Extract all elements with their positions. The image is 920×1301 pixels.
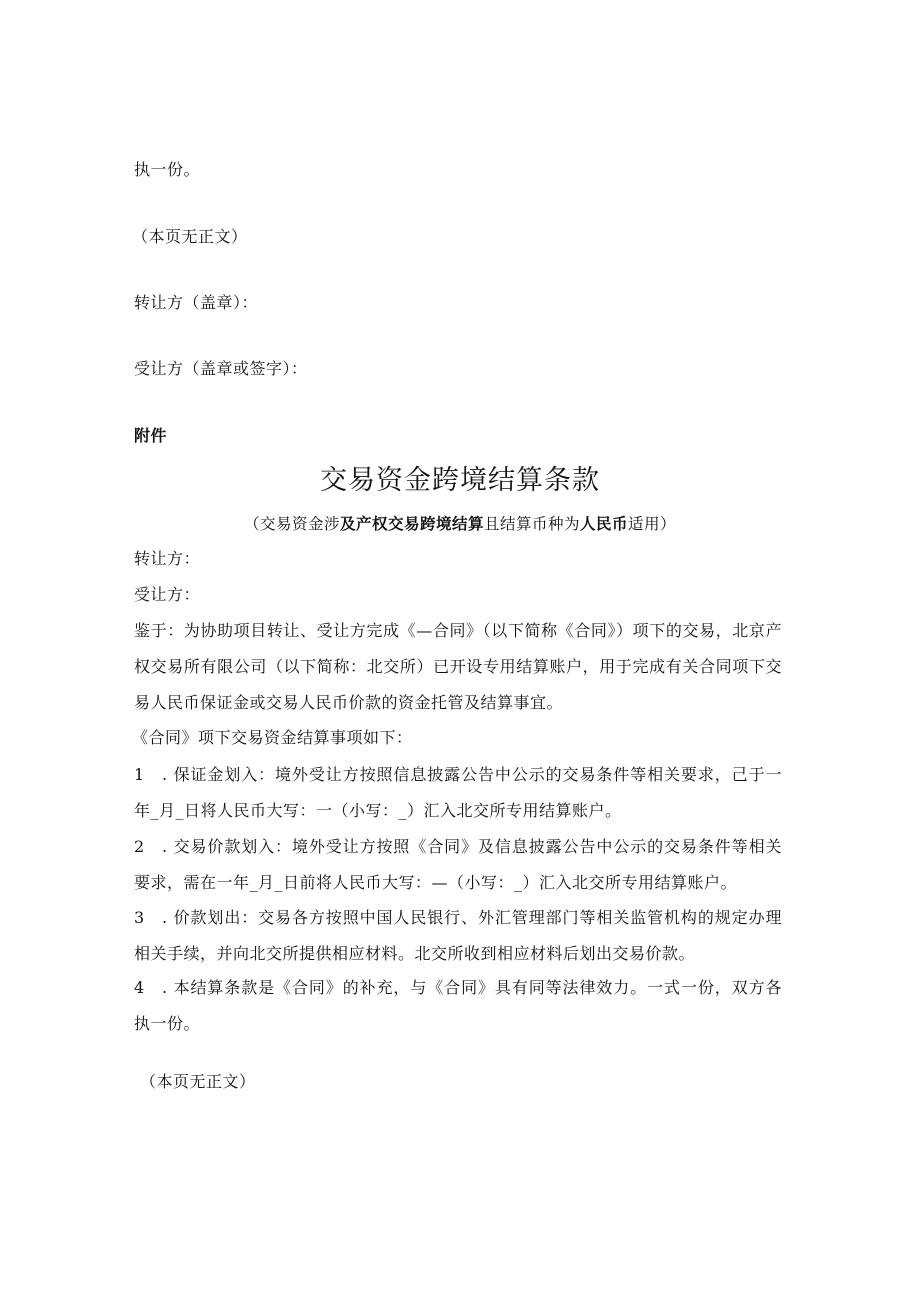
no-text-note: （本页无正文） [132,227,248,246]
intro-line: 《合同》项下交易资金结算事项如下： [132,728,413,747]
clause-3: 3 . 价款划出：交易各方按照中国人民银行、外汇管理部门等相关监管机构的规定办理相关手续，并向北交所提供相应材料。北交所收到相应材料后划出交易价款。 [134,908,782,963]
subtitle-close: 适用） [628,515,677,533]
clause-1: 1 . 保证金划入：境外受让方按照信息披露公告中公示的交易条件等相关要求，己于一年_月_日将人民币大写：一（小写：_）汇入北交所专用结算账户。 [134,765,782,820]
subtitle-bold-scope: 及产权交易跨境结算 [339,514,484,533]
subtitle-bold-currency: 人民币 [580,514,629,533]
transferee-seal-line: 受让方（盖章或签字）： [134,359,308,378]
appendix-subtitle [0,512,920,536]
transferor-seal-line: 转让方（盖章）： [134,293,259,312]
transferee-label: 受让方： [134,585,201,604]
continuation-text: 执一份。 [134,160,201,179]
no-text-note-bottom: （本页无正文） [140,1072,256,1091]
transferor-label: 转让方： [134,549,201,568]
subtitle-open: （交易资金涉 [243,515,340,533]
appendix-title: 交易资金跨境结算条款 [320,465,600,496]
clause-2: 2 . 交易价款划入：境外受让方按照《合同》及信息披露公告中公示的交易条件等相关要求，需在一年_月_日前将人民币大写：—（小写：_）汇入北交所专用结算账户。 [134,837,782,892]
clause-4: 4 . 本结算条款是《合同》的补充，与《合同》具有同等法律效力。一式一份，双方各执一份。 [134,978,782,1033]
appendix-label: 附件 [134,426,168,445]
subtitle-mid: 且结算币种为 [483,515,580,533]
whereas-paragraph: 鉴于：为协助项目转让、受让方完成《—合同》（以下简称《合同》）项下的交易，北京产权交易所有限公司（以下简称：北交所）已开设专用结算账户，用于完成有关合同项下交易人民币保证金或交易人民币价款的资金托管及结算事宜。 [134,621,782,712]
